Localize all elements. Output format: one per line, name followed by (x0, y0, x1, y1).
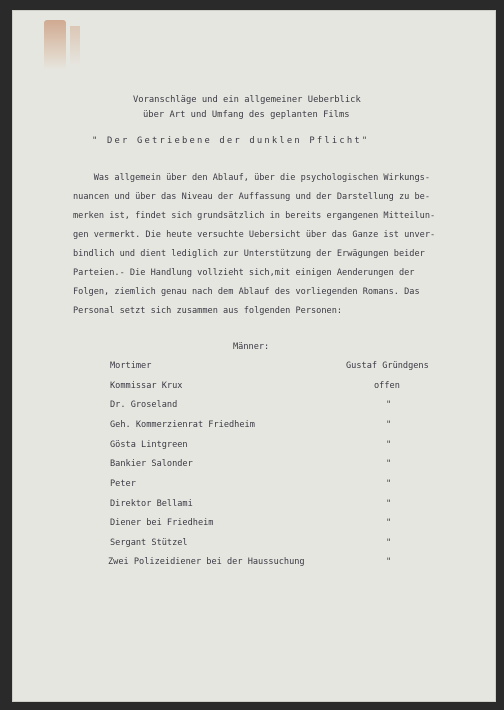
body-line: Was allgemein über den Ablauf, über die psychologischen Wirkungs- (73, 173, 430, 183)
cast-role: Mortimer (110, 361, 152, 371)
cast-heading: Männer: (233, 342, 270, 352)
heading-line-1: Voranschläge und ein allgemeiner Ueberblick (133, 95, 361, 105)
cast-actor: " (386, 400, 392, 410)
cast-actor: offen (374, 381, 400, 391)
cast-role: Sergant Stützel (110, 538, 188, 548)
body-line: gen vermerkt. Die heute versuchte Uebersicht über das Ganze ist unver- (73, 230, 436, 240)
cast-role: Gösta Lintgreen (110, 440, 188, 450)
film-title: " Der Getriebene der dunklen Pflicht" (92, 136, 370, 146)
cast-actor: " (386, 499, 392, 509)
cast-role: Bankier Salonder (110, 459, 193, 469)
cast-role: Diener bei Friedheim (110, 518, 214, 528)
cast-role: Geh. Kommerzienrat Friedheim (110, 420, 255, 430)
cast-role: Zwei Polizeidiener bei der Haussuchung (108, 557, 305, 567)
cast-actor: " (386, 420, 392, 430)
body-line: Folgen, ziemlich genau nach dem Ablauf des vorliegenden Romans. Das (73, 287, 420, 297)
rust-stain (44, 20, 66, 70)
body-line: bindlich und dient lediglich zur Unterstützung der Erwägungen beider (73, 249, 425, 259)
cast-actor: " (386, 518, 392, 528)
heading-line-2: über Art und Umfang des geplanten Films (143, 110, 350, 120)
cast-actor: Gustaf Gründgens (346, 361, 429, 371)
body-line: Personal setzt sich zusammen aus folgenden Personen: (73, 306, 343, 316)
cast-actor: " (386, 479, 392, 489)
body-line: nuancen und über das Niveau der Auffassung und der Darstellung zu be- (73, 192, 430, 202)
cast-actor: " (386, 538, 392, 548)
cast-role: Direktor Bellami (110, 499, 193, 509)
cast-actor: " (386, 459, 392, 469)
body-line: merken ist, findet sich grundsätzlich in bereits ergangenen Mitteilun- (73, 211, 436, 221)
cast-actor: " (386, 440, 392, 450)
rust-stain-secondary (70, 26, 80, 66)
cast-role: Dr. Groseland (110, 400, 178, 410)
cast-role: Peter (110, 479, 136, 489)
cast-actor: " (386, 557, 392, 567)
cast-role: Kommissar Krux (110, 381, 183, 391)
body-line: Parteien.- Die Handlung vollzieht sich,mit einigen Aenderungen der (73, 268, 415, 278)
